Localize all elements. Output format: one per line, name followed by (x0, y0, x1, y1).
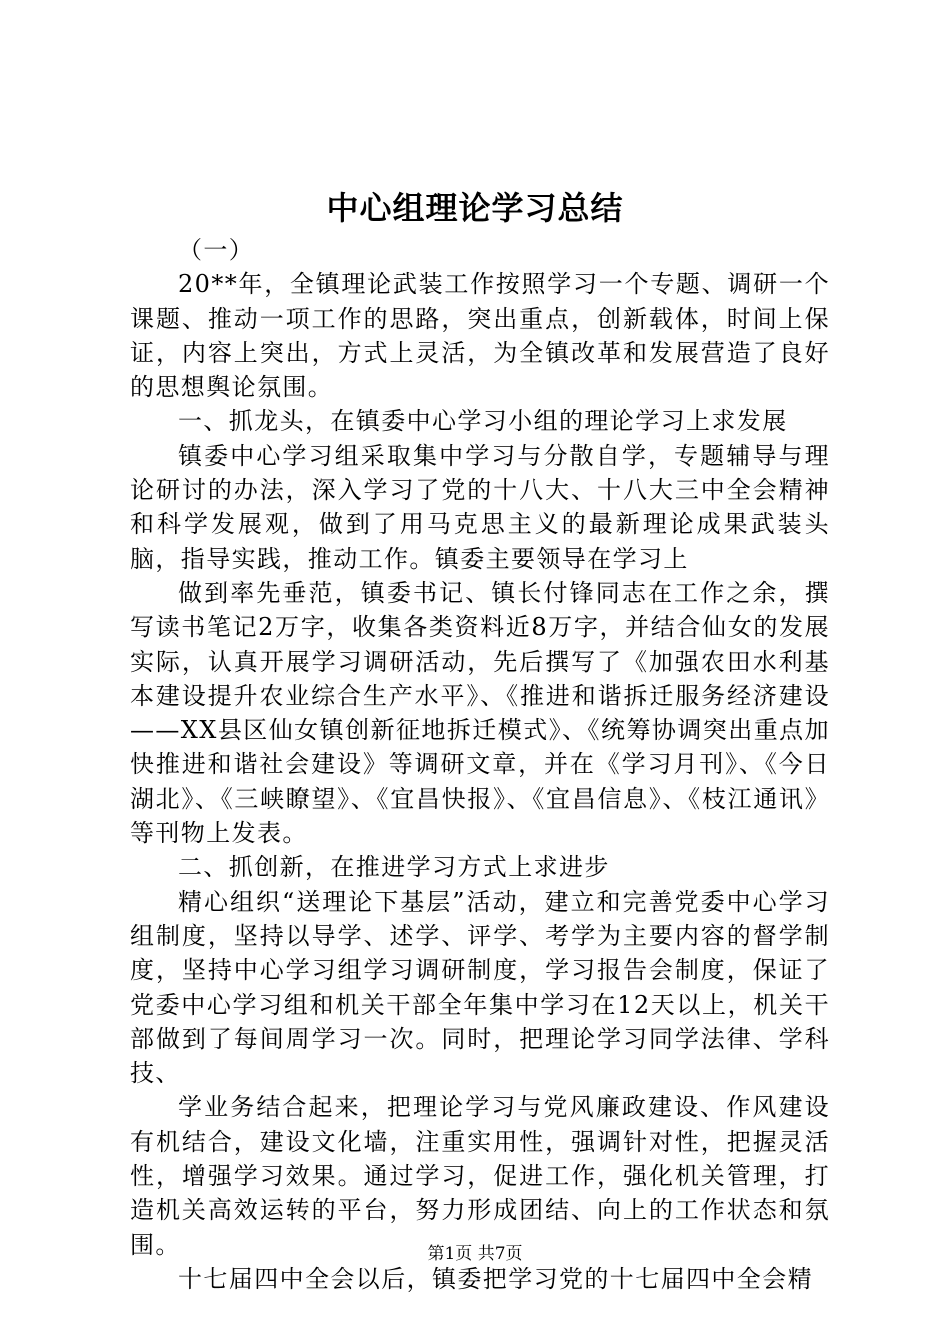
section-heading-1: 一、抓龙头，在镇委中心学习小组的理论学习上求发展 (178, 407, 788, 436)
document-body (130, 233, 830, 1296)
section-marker: （一） (178, 236, 255, 264)
body-paragraph: 精心组织“送理论下基层”活动，建立和完善党委中心学习组制度，坚持以导学、述学、评学、考学为主要内容的督学制度，坚持中心学习组学习调研制度，学习报告会制度，保证了党委中心学习组和机关干部全年集中学习在12天以上，机关干部做到了每间周学习一次。同时，把理论学习同学法律、学科技、 (130, 887, 830, 1088)
body-paragraph: 学业务结合起来，把理论学习与党风廉政建设、作风建设有机结合，建设文化墙，注重实用性，强调针对性，把握灵活性，增强学习效果。通过学习，促进工作，强化机关管理，打造机关高效运转的平台，努力形成团结、向上的工作状态和氛围。 (130, 1093, 830, 1259)
body-paragraph: 镇委中心学习组采取集中学习与分散自学，专题辅导与理论研讨的办法，深入学习了党的十八大、十八大三中全会精神和科学发展观，做到了用马克思主义的最新理论成果武装头脑，指导实践，推动工作。镇委主要领导在学习上 (130, 441, 830, 573)
document-title: 中心组理论学习总结 (326, 189, 624, 227)
page-number-footer: 第1页 共7页 (427, 1244, 523, 1264)
intro-paragraph: 20**年，全镇理论武装工作按照学习一个专题、调研一个课题、推动一项工作的思路，突出重点，创新载体，时间上保证，内容上突出，方式上灵活，为全镇改革和发展营造了良好的思想舆论氛围。 (130, 270, 830, 402)
section-heading-2: 二、抓创新，在推进学习方式上求进步 (178, 853, 610, 882)
body-paragraph: 做到率先垂范，镇委书记、镇长付锋同志在工作之余，撰写读书笔记2万字，收集各类资料近8万字，并结合仙女的发展实际，认真开展学习调研活动，先后撰写了《加强农田水利基本建设提升农业综合生产水平》、《推进和谐拆迁服务经济建设——XX县区仙女镇创新征地拆迁模式》、《统筹协调突出重点加快推进和谐社会建设》等调研文章，并在《学习月刊》、《今日湖北》、《三峡瞭望》、《宜昌快报》、《宜昌信息》、《枝江通讯》等刊物上发表。 (130, 578, 830, 848)
body-paragraph: 十七届四中全会以后，镇委把学习党的十七届四中全会精 (178, 1264, 813, 1293)
